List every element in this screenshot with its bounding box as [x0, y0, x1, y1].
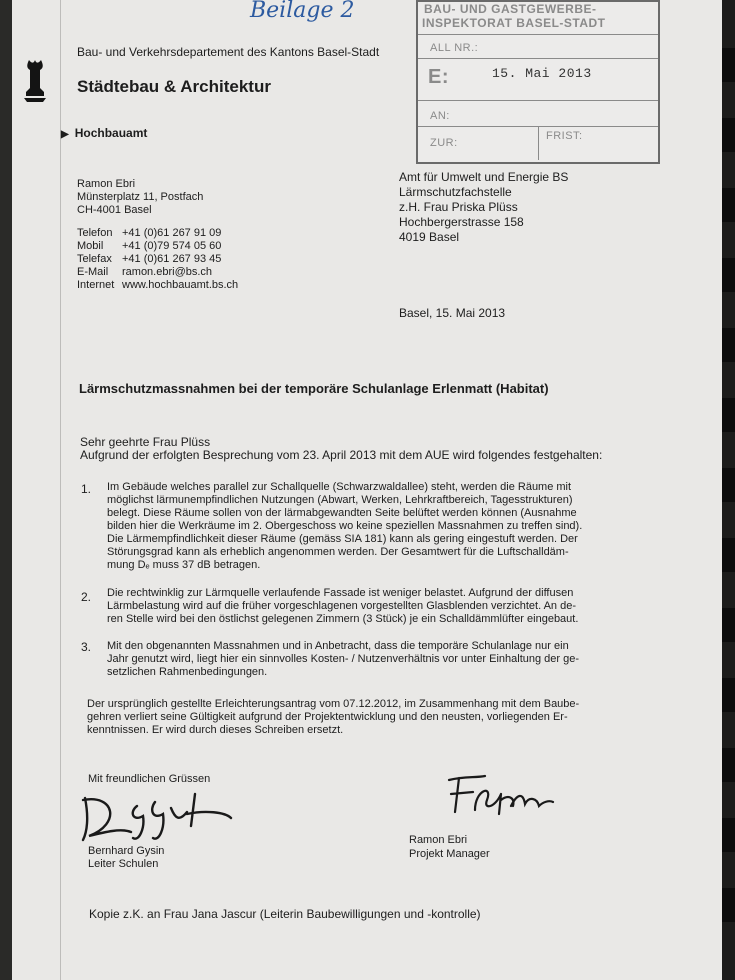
- item-number: 2.: [81, 590, 92, 604]
- recipient-line: Hochbergerstrasse 158: [399, 215, 524, 229]
- unit-label: Hochbauamt: [74, 126, 148, 140]
- intro-paragraph: Aufgrund der erfolgten Besprechung vom 23. April 2013 mit dem AUE wird folgendes festgehalten:: [80, 448, 603, 462]
- stamp-line1: BAU- UND GASTGEWERBE-: [424, 2, 597, 16]
- item-line: mung Dₑ muss 37 dB betragen.: [107, 559, 261, 571]
- item-line: Im Gebäude welches parallel zur Schallquelle (Schwarzwaldallee) steht, werden die Räume mit: [107, 481, 572, 493]
- signatory-role: Projekt Manager: [409, 848, 490, 860]
- office-name: Städtebau & Architektur: [77, 77, 271, 96]
- signatory-role: Leiter Schulen: [88, 858, 159, 870]
- stamp-line2: INSPEKTORAT BASEL-STADT: [422, 16, 606, 30]
- signatory-name: Ramon Ebri: [409, 834, 468, 846]
- item-line: bilden hier die Werkräume im 2. Obergeschoss wo keine speziellen Massnahmen zu treffen sind).: [107, 520, 583, 532]
- sender-street: Münsterplatz 11, Postfach: [77, 191, 204, 203]
- contact-email: ramon.ebri@bs.ch: [122, 266, 213, 278]
- signatory-name: Bernhard Gysin: [88, 845, 165, 857]
- stamp-an: AN:: [430, 110, 450, 122]
- contact-value: +41 (0)61 267 93 45: [122, 253, 222, 265]
- stamp-date: 15. Mai 2013: [492, 66, 592, 81]
- item-line: Mit den obgenannten Massnahmen und in Anbetracht, dass die temporäre Schulanlage nur ein: [107, 640, 569, 652]
- contact-label: E-Mail: [77, 266, 109, 278]
- sender-city: CH-4001 Basel: [77, 204, 152, 216]
- stamp-frist: FRIST:: [546, 130, 583, 142]
- department-name: Bau- und Verkehrsdepartement des Kantons Basel-Stadt: [77, 45, 380, 59]
- closing-line: gehren verliert seine Gültigkeit aufgrund der Projektentwicklung und den neusten, vorliegenden Er-: [87, 711, 568, 723]
- letter-date: Basel, 15. Mai 2013: [399, 306, 506, 320]
- greeting: Mit freundlichen Grüssen: [88, 773, 211, 785]
- item-line: setzlichen Rahmenbedingungen.: [107, 666, 268, 678]
- item-number: 3.: [81, 640, 92, 654]
- margin-line: [60, 0, 61, 980]
- arrow-right-icon: ▶: [61, 129, 69, 140]
- item-line: ren Stelle wird bei den östlichst gelegenen Zimmern (3 Stück) je ein Schalldämmlüfter eingebaut.: [107, 613, 579, 625]
- contact-label: Telefon: [77, 227, 113, 239]
- handwritten-note: Beilage 2: [250, 0, 355, 23]
- stamp-zur: ZUR:: [430, 137, 458, 149]
- contact-label: Mobil: [77, 240, 104, 252]
- contact-label: Telefax: [77, 253, 112, 265]
- recipient-line: Lärmschutzfachstelle: [399, 185, 512, 199]
- contact-website: www.hochbauamt.bs.ch: [122, 279, 239, 291]
- copy-note: Kopie z.K. an Frau Jana Jascur (Leiterin Baubewilligungen und -kontrolle): [89, 907, 481, 921]
- item-line: möglichst lärmunempfindlichen Nutzungen (Abwart, Werken, Lehrkraftbereich, Tagesstrukturen): [107, 494, 573, 506]
- inspection-stamp: [416, 0, 660, 164]
- basel-crest-icon: [18, 58, 52, 104]
- contact-value: +41 (0)61 267 91 09: [122, 227, 222, 239]
- recipient-line: z.H. Frau Priska Plüss: [399, 200, 518, 214]
- unit-name: [61, 126, 147, 140]
- item-line: Die Lärmempfindlichkeit dieser Räume (gemäss SIA 181) kann als gering eingestuft werden. Der: [107, 533, 578, 545]
- stamp-all-nr: ALL NR.:: [430, 42, 479, 54]
- sender-name: Ramon Ebri: [77, 178, 136, 190]
- item-line: Jahr genutzt wird, liegt hier ein sinnvolles Kosten- / Nutzenverhältnis vor unter Einhaltung der ge-: [107, 653, 580, 665]
- signature-ebri: [445, 770, 555, 820]
- item-line: Störungsgrad kann als erheblich angenommen werden. Der Gesamtwert für die Luftschalldäm-: [107, 546, 569, 558]
- contact-label: Internet: [77, 279, 115, 291]
- recipient-line: Amt für Umwelt und Energie BS: [399, 170, 569, 184]
- letter-subject: Lärmschutzmassnahmen bei der temporäre Schulanlage Erlenmatt (Habitat): [79, 381, 549, 396]
- salutation: Sehr geehrte Frau Plüss: [80, 435, 211, 449]
- recipient-line: 4019 Basel: [399, 230, 460, 244]
- item-number: 1.: [81, 482, 92, 496]
- item-line: Die rechtwinklig zur Lärmquelle verlaufende Fassade ist weniger belastet. Aufgrund der diffusen: [107, 587, 574, 599]
- stamp-e-label: E:: [428, 66, 449, 88]
- signature-gysin: [75, 788, 235, 848]
- contact-value: +41 (0)79 574 05 60: [122, 240, 222, 252]
- closing-line: Der ursprünglich gestellte Erleichterungsantrag vom 07.12.2012, im Zusammenhang mit dem Baube-: [87, 698, 580, 710]
- closing-line: kenntnissen. Er wird durch dieses Schreiben ersetzt.: [87, 724, 344, 736]
- item-line: belegt. Diese Räume sollen von der lärmabgewandten Seite belüftet werden können (Ausnahme: [107, 507, 577, 519]
- item-line: Lärmbelastung wird auf die früher vorgeschlagenen vorgestellten Glasblenden verzichtet. An de-: [107, 600, 576, 612]
